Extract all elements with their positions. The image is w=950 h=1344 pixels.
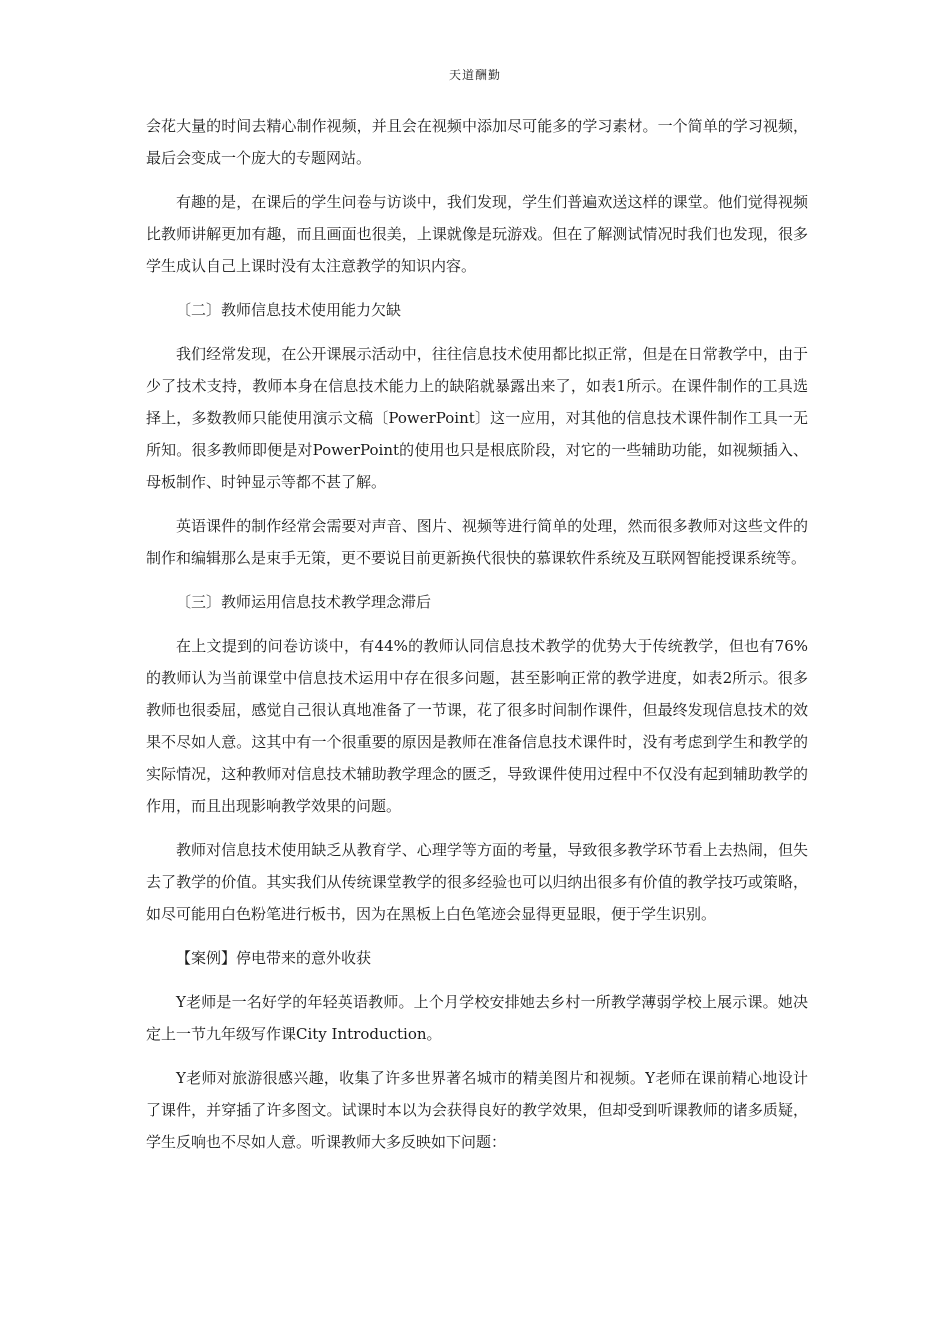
- paragraph: 在上文提到的问卷访谈中，有44%的教师认同信息技术教学的优势大于传统教学，但也有76%的教师认为当前课堂中信息技术运用中存在很多问题，甚至影响正常的教学进度，如表2所示。很多教师也很委屈，感觉自己很认真地准备了一节课，花了很多时间制作课件，但最终发现信息技术的效果不尽如人意。这其中有一个很重要的原因是教师在准备信息技术课件时，没有考虑到学生和教学的实际情况，这种教师对信息技术辅助教学理念的匮乏，导致课件使用过程中不仅没有起到辅助教学的作用，而且出现影响教学效果的问题。: [146, 637, 808, 815]
- paragraph-continued: 会花大量的时间去精心制作视频，并且会在视频中添加尽可能多的学习素材。一个简单的学习视频，最后会变成一个庞大的专题网站。: [146, 117, 808, 167]
- paragraph: 教师对信息技术使用缺乏从教育学、心理学等方面的考量，导致很多教学环节看上去热闹，但失去了教学的价值。其实我们从传统课堂教学的很多经验也可以归纳出很多有价值的教学技巧或策略，如尽可能用白色粉笔进行板书，因为在黑板上白色笔迹会显得更显眼，便于学生识别。: [146, 841, 808, 923]
- paragraph: 有趣的是，在课后的学生问卷与访谈中，我们发现，学生们普遍欢送这样的课堂。他们觉得视频比教师讲解更加有趣，而且画面也很美，上课就像是玩游戏。但在了解测试情况时我们也发现，很多学生成认自己上课时没有太注意教学的知识内容。: [146, 193, 808, 275]
- paragraph-gap: [146, 282, 808, 294]
- paragraph: 英语课件的制作经常会需要对声音、图片、视频等进行简单的处理，然而很多教师对这些文件的制作和编辑那么是束手无策，更不要说目前更新换代很快的慕课软件系统及互联网智能授课系统等。: [146, 517, 808, 567]
- paragraph-gap: [146, 618, 808, 630]
- paragraph: 我们经常发现，在公开课展示活动中，往往信息技术使用都比拟正常，但是在日常教学中，由于少了技术支持，教师本身在信息技术能力上的缺陷就暴露出来了，如表1所示。在课件制作的工具选择上，多数教师只能使用演示文稿〔PowerPoint〕这一应用，对其他的信息技术课件制作工具一无所知。很多教师即便是对PowerPoint的使用也只是根底阶段，对它的一些辅助功能，如视频插入、母板制作、时钟显示等都不甚了解。: [146, 345, 808, 491]
- paragraph-gap: [146, 174, 808, 186]
- document-body: [146, 110, 808, 1158]
- page-header: 天道酬勤: [448, 68, 501, 82]
- case-heading: 【案例】停电带来的意外收获: [176, 949, 372, 967]
- paragraph: Y老师对旅游很感兴趣，收集了许多世界著名城市的精美图片和视频。Y老师在课前精心地设计了课件，并穿插了许多图文。试课时本以为会获得良好的教学效果，但却受到听课教师的诸多质疑，学生反响也不尽如人意。听课教师大多反映如下问题：: [146, 1069, 808, 1151]
- paragraph-gap: [146, 974, 808, 986]
- paragraph-gap: [146, 498, 808, 510]
- paragraph-gap: [146, 822, 808, 834]
- paragraph-gap: [146, 574, 808, 586]
- paragraph-gap: [146, 326, 808, 338]
- paragraph: Y老师是一名好学的年轻英语教师。上个月学校安排她去乡村一所教学薄弱学校上展示课。她决定上一节九年级写作课City Introduction。: [146, 993, 808, 1043]
- paragraph-gap: [146, 930, 808, 942]
- section-heading: 〔三〕教师运用信息技术教学理念滞后: [176, 593, 432, 611]
- section-heading: 〔二〕教师信息技术使用能力欠缺: [176, 301, 402, 319]
- paragraph-gap: [146, 1050, 808, 1062]
